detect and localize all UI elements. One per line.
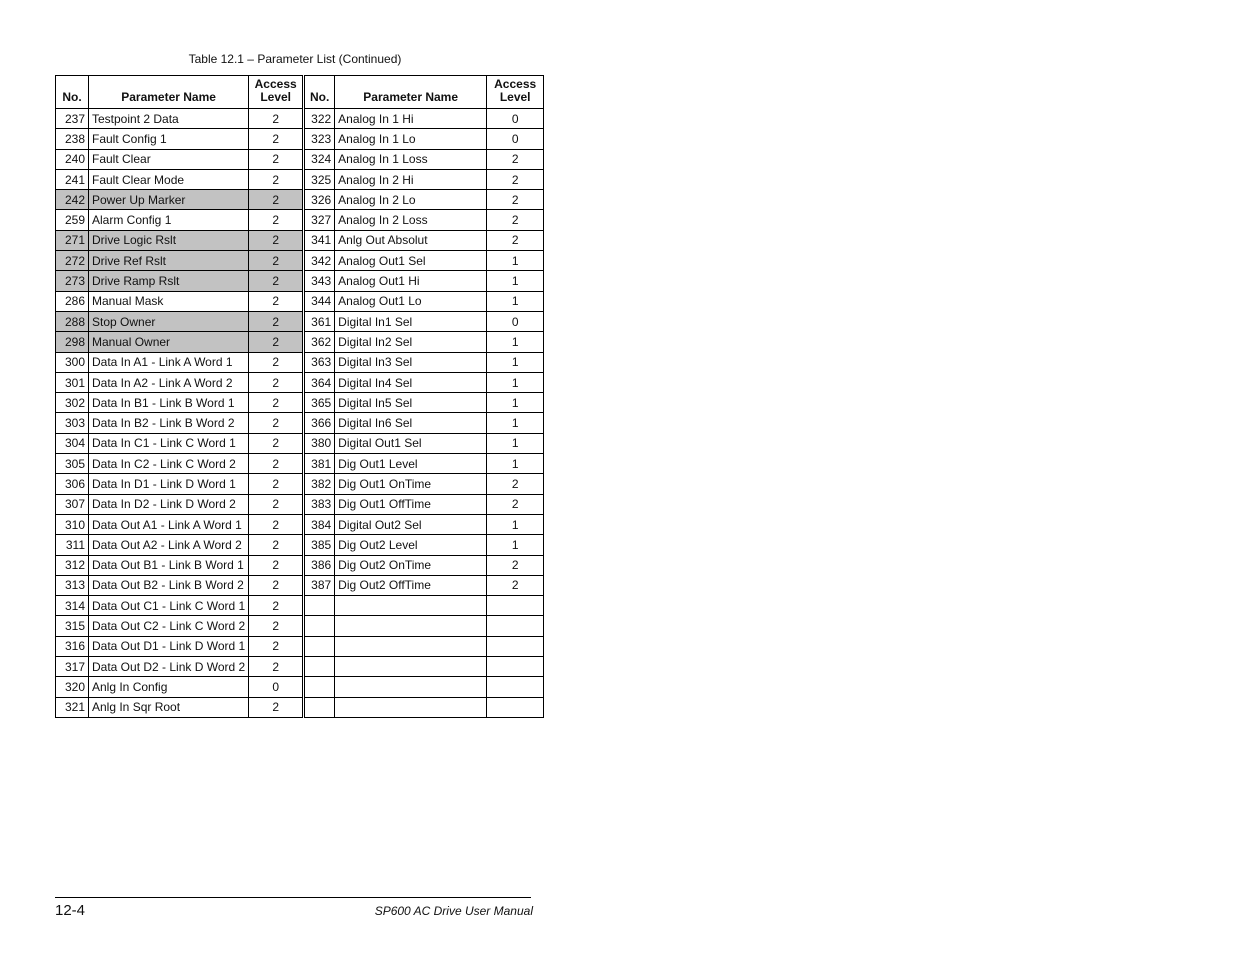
table-row (56, 311, 544, 331)
param-number: 325 (304, 169, 335, 189)
param-name: Data Out D1 - Link D Word 1 (89, 636, 249, 656)
access-level: 2 (249, 596, 304, 616)
param-name: Analog In 2 Loss (335, 210, 487, 230)
param-name: Fault Clear (89, 149, 249, 169)
access-level: 2 (249, 575, 304, 595)
param-name: Data In D1 - Link D Word 1 (89, 474, 249, 494)
param-name: Manual Mask (89, 291, 249, 311)
table-row (56, 596, 544, 616)
table-row (56, 149, 544, 169)
access-level: 1 (487, 352, 544, 372)
access-level: 1 (487, 433, 544, 453)
access-level: 2 (487, 190, 544, 210)
access-level: 2 (487, 230, 544, 250)
table-row (56, 352, 544, 372)
param-name (335, 636, 487, 656)
header-parameter-name: Parameter Name (89, 76, 249, 109)
param-number: 361 (304, 311, 335, 331)
access-level: 2 (487, 149, 544, 169)
access-level (487, 697, 544, 717)
param-name: Data Out B1 - Link B Word 1 (89, 555, 249, 575)
param-name: Dig Out2 Level (335, 535, 487, 555)
param-number: 380 (304, 433, 335, 453)
table-row (56, 291, 544, 311)
param-number (304, 657, 335, 677)
table-row (56, 657, 544, 677)
param-number: 272 (56, 251, 89, 271)
access-level: 2 (487, 494, 544, 514)
param-number: 303 (56, 413, 89, 433)
param-name: Power Up Marker (89, 190, 249, 210)
table-row (56, 393, 544, 413)
param-name: Digital In1 Sel (335, 311, 487, 331)
param-name (335, 697, 487, 717)
access-level: 1 (487, 454, 544, 474)
param-number: 327 (304, 210, 335, 230)
param-name (335, 596, 487, 616)
param-name: Analog Out1 Sel (335, 251, 487, 271)
header-access-level-right (487, 76, 544, 109)
param-name: Anlg In Sqr Root (89, 697, 249, 717)
param-name: Alarm Config 1 (89, 210, 249, 230)
param-name: Fault Config 1 (89, 129, 249, 149)
access-level: 1 (487, 535, 544, 555)
access-level: 2 (249, 149, 304, 169)
access-level: 2 (249, 311, 304, 331)
param-name: Data Out A2 - Link A Word 2 (89, 535, 249, 555)
param-name: Analog Out1 Hi (335, 271, 487, 291)
param-number (304, 636, 335, 656)
param-number: 322 (304, 109, 335, 129)
header-no: No. (56, 76, 89, 109)
access-level: 2 (249, 210, 304, 230)
table-row (56, 535, 544, 555)
access-level: 2 (487, 210, 544, 230)
access-level: 2 (249, 454, 304, 474)
param-name: Fault Clear Mode (89, 169, 249, 189)
table-row (56, 169, 544, 189)
footer-divider (55, 897, 531, 898)
table-row (56, 190, 544, 210)
access-level: 2 (249, 169, 304, 189)
param-number: 320 (56, 677, 89, 697)
param-name: Data In D2 - Link D Word 2 (89, 494, 249, 514)
param-number: 384 (304, 514, 335, 534)
header-access-line2-right: Level (499, 90, 531, 104)
header-access-line1-right: Access (494, 77, 537, 91)
param-name: Manual Owner (89, 332, 249, 352)
access-level: 2 (487, 169, 544, 189)
table-row (56, 474, 544, 494)
header-access-line2: Level (260, 90, 292, 104)
param-name: Data Out D2 - Link D Word 2 (89, 657, 249, 677)
manual-title: SP600 AC Drive User Manual (374, 904, 533, 918)
param-number: 326 (304, 190, 335, 210)
param-number: 273 (56, 271, 89, 291)
table-row (56, 677, 544, 697)
table-row (56, 636, 544, 656)
header-access-level (249, 76, 304, 109)
access-level: 2 (249, 494, 304, 514)
access-level: 1 (487, 332, 544, 352)
access-level: 2 (249, 433, 304, 453)
param-number: 311 (56, 535, 89, 555)
param-name: Stop Owner (89, 311, 249, 331)
param-name: Dig Out1 Level (335, 454, 487, 474)
table-caption: Table 12.1 – Parameter List (Continued) (188, 52, 402, 66)
access-level: 1 (487, 413, 544, 433)
table-row (56, 514, 544, 534)
param-number: 238 (56, 129, 89, 149)
param-name: Digital In4 Sel (335, 372, 487, 392)
access-level: 0 (487, 129, 544, 149)
table-row (56, 109, 544, 129)
param-number: 242 (56, 190, 89, 210)
param-name: Drive Ramp Rslt (89, 271, 249, 291)
param-number: 317 (56, 657, 89, 677)
param-name: Data In A2 - Link A Word 2 (89, 372, 249, 392)
param-number: 288 (56, 311, 89, 331)
param-name: Data In C1 - Link C Word 1 (89, 433, 249, 453)
param-name: Analog In 1 Hi (335, 109, 487, 129)
param-name: Digital In6 Sel (335, 413, 487, 433)
param-number (304, 697, 335, 717)
access-level: 2 (249, 109, 304, 129)
access-level: 2 (249, 190, 304, 210)
param-number: 323 (304, 129, 335, 149)
param-name: Anlg Out Absolut (335, 230, 487, 250)
access-level: 1 (487, 271, 544, 291)
param-number (304, 677, 335, 697)
param-name: Data Out B2 - Link B Word 2 (89, 575, 249, 595)
table-row (56, 210, 544, 230)
param-name: Dig Out2 OffTime (335, 575, 487, 595)
access-level (487, 596, 544, 616)
param-name (335, 657, 487, 677)
param-name: Testpoint 2 Data (89, 109, 249, 129)
access-level: 2 (487, 555, 544, 575)
access-level: 2 (249, 251, 304, 271)
param-name: Data Out A1 - Link A Word 1 (89, 514, 249, 534)
access-level: 2 (249, 474, 304, 494)
param-name: Digital Out2 Sel (335, 514, 487, 534)
param-number: 343 (304, 271, 335, 291)
param-number: 304 (56, 433, 89, 453)
param-name (335, 616, 487, 636)
table-row (56, 332, 544, 352)
param-number: 366 (304, 413, 335, 433)
param-name: Analog Out1 Lo (335, 291, 487, 311)
table-row (56, 616, 544, 636)
param-name: Analog In 1 Loss (335, 149, 487, 169)
param-number: 364 (304, 372, 335, 392)
param-number (304, 596, 335, 616)
param-number: 385 (304, 535, 335, 555)
access-level: 2 (249, 393, 304, 413)
param-number: 305 (56, 454, 89, 474)
access-level: 1 (487, 514, 544, 534)
param-number: 344 (304, 291, 335, 311)
param-name: Digital In3 Sel (335, 352, 487, 372)
param-name: Digital In5 Sel (335, 393, 487, 413)
param-number: 240 (56, 149, 89, 169)
param-name: Analog In 2 Lo (335, 190, 487, 210)
access-level (487, 657, 544, 677)
param-number: 310 (56, 514, 89, 534)
param-name: Data In A1 - Link A Word 1 (89, 352, 249, 372)
param-name (335, 677, 487, 697)
param-name: Data In B2 - Link B Word 2 (89, 413, 249, 433)
access-level: 2 (249, 636, 304, 656)
param-number: 301 (56, 372, 89, 392)
access-level: 2 (249, 697, 304, 717)
access-level (487, 636, 544, 656)
access-level: 2 (249, 291, 304, 311)
param-number: 383 (304, 494, 335, 514)
param-number: 241 (56, 169, 89, 189)
table-row (56, 129, 544, 149)
access-level: 2 (487, 575, 544, 595)
access-level (487, 616, 544, 636)
param-number: 363 (304, 352, 335, 372)
param-number: 306 (56, 474, 89, 494)
access-level: 0 (249, 677, 304, 697)
access-level: 2 (249, 657, 304, 677)
table-row (56, 575, 544, 595)
param-number: 316 (56, 636, 89, 656)
param-number: 307 (56, 494, 89, 514)
page-number: 12-4 (55, 902, 86, 919)
access-level: 2 (249, 372, 304, 392)
table-row (56, 372, 544, 392)
table-row (56, 494, 544, 514)
access-level: 2 (249, 535, 304, 555)
param-name: Dig Out1 OnTime (335, 474, 487, 494)
param-number: 341 (304, 230, 335, 250)
param-number: 386 (304, 555, 335, 575)
access-level: 2 (249, 129, 304, 149)
param-number: 387 (304, 575, 335, 595)
access-level: 1 (487, 393, 544, 413)
param-name: Data In C2 - Link C Word 2 (89, 454, 249, 474)
table-row (56, 433, 544, 453)
access-level: 2 (249, 230, 304, 250)
access-level: 2 (249, 332, 304, 352)
table-row (56, 697, 544, 717)
param-number: 324 (304, 149, 335, 169)
access-level: 1 (487, 372, 544, 392)
access-level: 2 (249, 555, 304, 575)
param-number: 300 (56, 352, 89, 372)
access-level: 2 (249, 616, 304, 636)
param-name: Drive Ref Rslt (89, 251, 249, 271)
access-level: 2 (249, 352, 304, 372)
param-name: Analog In 2 Hi (335, 169, 487, 189)
param-number: 342 (304, 251, 335, 271)
header-no-right: No. (304, 76, 335, 109)
table-header-row (56, 76, 544, 109)
access-level: 1 (487, 291, 544, 311)
access-level: 1 (487, 251, 544, 271)
param-name: Digital Out1 Sel (335, 433, 487, 453)
param-number: 362 (304, 332, 335, 352)
param-number: 259 (56, 210, 89, 230)
access-level: 2 (249, 514, 304, 534)
param-number: 286 (56, 291, 89, 311)
table-row (56, 230, 544, 250)
param-name: Data In B1 - Link B Word 1 (89, 393, 249, 413)
access-level: 2 (487, 474, 544, 494)
table-row (56, 555, 544, 575)
header-access-line1: Access (254, 77, 297, 91)
access-level: 0 (487, 311, 544, 331)
param-name: Drive Logic Rslt (89, 230, 249, 250)
param-number: 365 (304, 393, 335, 413)
param-number: 382 (304, 474, 335, 494)
param-number: 237 (56, 109, 89, 129)
table-row (56, 251, 544, 271)
param-name: Data Out C2 - Link C Word 2 (89, 616, 249, 636)
param-number: 302 (56, 393, 89, 413)
param-name: Dig Out2 OnTime (335, 555, 487, 575)
param-number: 315 (56, 616, 89, 636)
access-level: 2 (249, 271, 304, 291)
access-level (487, 677, 544, 697)
param-number: 271 (56, 230, 89, 250)
param-name: Data Out C1 - Link C Word 1 (89, 596, 249, 616)
param-name: Analog In 1 Lo (335, 129, 487, 149)
header-parameter-name-right: Parameter Name (335, 76, 487, 109)
table-body (56, 109, 544, 718)
param-name: Anlg In Config (89, 677, 249, 697)
param-name: Dig Out1 OffTime (335, 494, 487, 514)
parameter-table (55, 75, 544, 718)
param-number: 314 (56, 596, 89, 616)
param-number: 321 (56, 697, 89, 717)
access-level: 0 (487, 109, 544, 129)
table-row (56, 413, 544, 433)
access-level: 2 (249, 413, 304, 433)
param-name: Digital In2 Sel (335, 332, 487, 352)
param-number: 298 (56, 332, 89, 352)
param-number: 381 (304, 454, 335, 474)
table-row (56, 271, 544, 291)
table-row (56, 454, 544, 474)
param-number: 312 (56, 555, 89, 575)
param-number (304, 616, 335, 636)
param-number: 313 (56, 575, 89, 595)
